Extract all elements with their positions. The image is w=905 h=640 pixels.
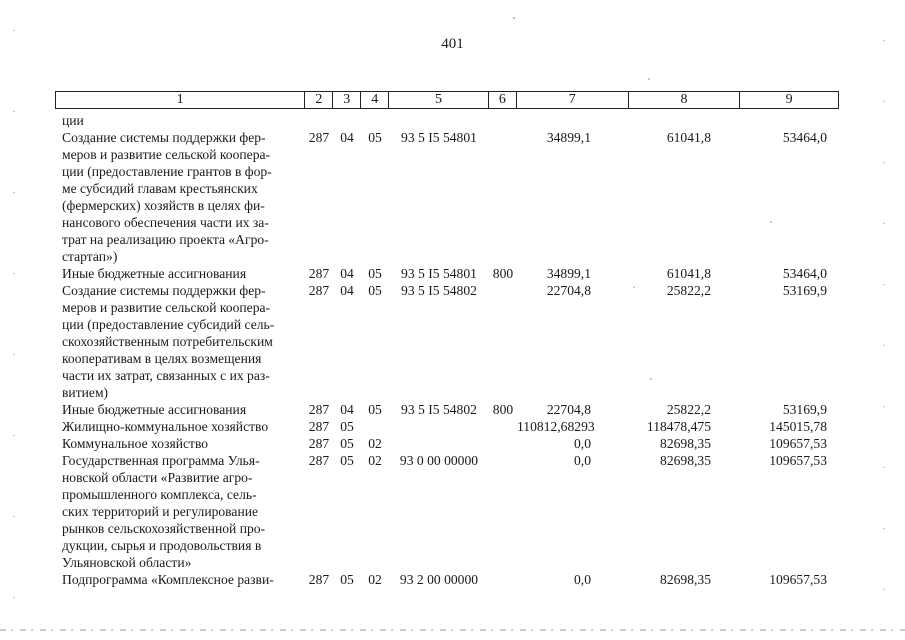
cell-c9: 109657,53 [769, 572, 827, 587]
cell-c4: 02 [368, 572, 382, 587]
row-name [55, 401, 305, 418]
row-name [55, 418, 305, 435]
cell-c3: 05 [340, 419, 354, 434]
cell-c6 [489, 112, 517, 129]
row-name-line: витием) [62, 385, 109, 400]
row-name-line: Создание системы поддержки фер- [62, 283, 266, 298]
row-name [55, 452, 305, 571]
cell-c8: 25822,2 [666, 402, 711, 417]
header-col-7: 7 [517, 92, 629, 108]
cell-c2: 287 [308, 283, 330, 298]
cell-c8: 82698,35 [660, 453, 711, 468]
page-number: 401 [441, 36, 464, 52]
row-name-line: Ульяновской области» [62, 555, 192, 570]
row-name-line: ции (предоставление субсидий сель- [62, 317, 275, 332]
row-name-line: ции (предоставление грантов в фор- [62, 164, 272, 179]
cell-c8: 82698,35 [660, 436, 711, 451]
table-header [55, 91, 839, 109]
row-name-line: скохозяйственным потребительским [62, 334, 273, 349]
row-name-line: части их затрат, связанных с их раз- [62, 368, 270, 383]
cell-c3: 04 [340, 266, 354, 281]
cell-c6 [489, 452, 517, 571]
row-name [55, 571, 305, 588]
row-name-line: Жилищно-коммунальное хозяйство [62, 419, 269, 434]
row-name-line: трат на реализацию проекта «Агро- [62, 232, 269, 247]
cell-c5 [389, 435, 489, 452]
cell-c4: 05 [368, 402, 382, 417]
cell-c5 [389, 112, 489, 129]
cell-c2: 287 [308, 402, 330, 417]
cell-c7: 34899,1 [546, 266, 591, 281]
cell-c7: 22704,8 [546, 283, 591, 298]
cell-c4: 05 [368, 130, 382, 145]
table-body [55, 112, 839, 588]
row-name-line: новской области «Развитие агро- [62, 470, 253, 485]
cell-c4: 05 [368, 266, 382, 281]
header-col-8: 8 [629, 92, 741, 108]
cell-c2: 287 [308, 130, 330, 145]
cell-c5: 93 5 I5 54802 [401, 402, 477, 417]
row-name [55, 282, 305, 401]
table-row [55, 112, 839, 129]
cell-c5: 93 5 I5 54802 [401, 283, 477, 298]
header-col-3: 3 [333, 92, 361, 108]
row-name-line: Иные бюджетные ассигнования [62, 266, 247, 281]
cell-c6 [489, 418, 517, 435]
cell-c9: 53464,0 [782, 130, 827, 145]
row-name-line: Подпрограмма «Комплексное разви- [62, 572, 274, 587]
table-row [55, 401, 839, 418]
cell-c2: 287 [308, 419, 330, 434]
row-name [55, 265, 305, 282]
cell-c5 [389, 418, 489, 435]
cell-c9: 53169,9 [782, 402, 827, 417]
cell-c6 [489, 282, 517, 401]
cell-c8 [629, 112, 741, 129]
cell-c8: 118478,475 [646, 419, 711, 434]
table-row [55, 129, 839, 265]
cell-c2: 287 [308, 266, 330, 281]
cell-c3: 05 [340, 572, 354, 587]
row-name-line: дукции, сырья и продовольствия в [62, 538, 262, 553]
row-name-line: промышленного комплекса, сель- [62, 487, 257, 502]
cell-c3: 05 [340, 436, 354, 451]
cell-c2 [305, 112, 333, 129]
row-name-line: стартап») [62, 249, 118, 264]
row-name [55, 112, 305, 129]
cell-c6: 800 [492, 266, 514, 281]
cell-c7: 0,0 [574, 453, 591, 468]
cell-c6 [489, 129, 517, 265]
row-name-line: Коммунальное хозяйство [62, 436, 209, 451]
cell-c6: 800 [492, 402, 514, 417]
cell-c5: 93 5 I5 54801 [401, 130, 477, 145]
cell-c3: 05 [340, 453, 354, 468]
cell-c9: 109657,53 [769, 453, 827, 468]
cell-c7: 110812,68293 [517, 419, 595, 434]
cell-c4 [361, 418, 389, 435]
cell-c8: 61041,8 [666, 130, 711, 145]
header-col-2: 2 [305, 92, 333, 108]
cell-c3: 04 [340, 130, 354, 145]
row-name-line: ских территорий и регулирование [62, 504, 259, 519]
row-name-line: рынков сельскохозяйственной про- [62, 521, 266, 536]
row-name [55, 435, 305, 452]
cell-c3: 04 [340, 402, 354, 417]
cell-c4 [361, 112, 389, 129]
cell-c9 [741, 112, 839, 129]
cell-c7 [517, 112, 629, 129]
header-col-9: 9 [785, 92, 793, 107]
cell-c9: 53169,9 [782, 283, 827, 298]
cell-c2: 287 [308, 572, 330, 587]
cell-c6 [489, 571, 517, 588]
cell-c5: 93 5 I5 54801 [401, 266, 477, 281]
cell-c4: 02 [368, 436, 382, 451]
table-row [55, 265, 839, 282]
cell-c2: 287 [308, 453, 330, 468]
cell-c3: 04 [340, 283, 354, 298]
cell-c6 [489, 435, 517, 452]
cell-c3 [333, 112, 361, 129]
header-col-5: 5 [389, 92, 489, 108]
cell-c4: 05 [368, 283, 382, 298]
row-name-line: кооперативам в целях возмещения [62, 351, 262, 366]
row-name-line: Государственная программа Улья- [62, 453, 260, 468]
cell-c9: 53464,0 [782, 266, 827, 281]
cell-c9: 109657,53 [769, 436, 827, 451]
row-name-line: Создание системы поддержки фер- [62, 130, 266, 145]
table-row [55, 282, 839, 401]
table-row [55, 452, 839, 571]
row-name-line: меров и развитие сельской коопера- [62, 147, 271, 162]
cell-c7: 0,0 [574, 436, 591, 451]
row-name-line: ме субсидий главам крестьянских [62, 181, 258, 196]
cell-c9: 145015,78 [769, 419, 827, 434]
table-row [55, 571, 839, 588]
header-col-6: 6 [489, 92, 517, 108]
cell-c2: 287 [308, 436, 330, 451]
cell-c8: 25822,2 [666, 283, 711, 298]
row-name-line: Иные бюджетные ассигнования [62, 402, 247, 417]
table-row [55, 418, 839, 435]
cell-c8: 82698,35 [660, 572, 711, 587]
row-name [55, 129, 305, 265]
row-name-line: нансового обеспечения части их за- [62, 215, 269, 230]
cell-c7: 34899,1 [546, 130, 591, 145]
cell-c5: 93 2 00 00000 [399, 572, 479, 587]
table-row [55, 435, 839, 452]
cell-c5: 93 0 00 00000 [399, 453, 479, 468]
row-name-line: меров и развитие сельской коопера- [62, 300, 271, 315]
header-col-1: 1 [56, 92, 305, 108]
row-name-line: (фермерских) хозяйств в целях фи- [62, 198, 265, 213]
header-col-4: 4 [361, 92, 389, 108]
cell-c4: 02 [368, 453, 382, 468]
cell-c7: 0,0 [574, 572, 591, 587]
row-name-line: ции [62, 113, 84, 128]
cell-c7: 22704,8 [546, 402, 591, 417]
cell-c8: 61041,8 [666, 266, 711, 281]
